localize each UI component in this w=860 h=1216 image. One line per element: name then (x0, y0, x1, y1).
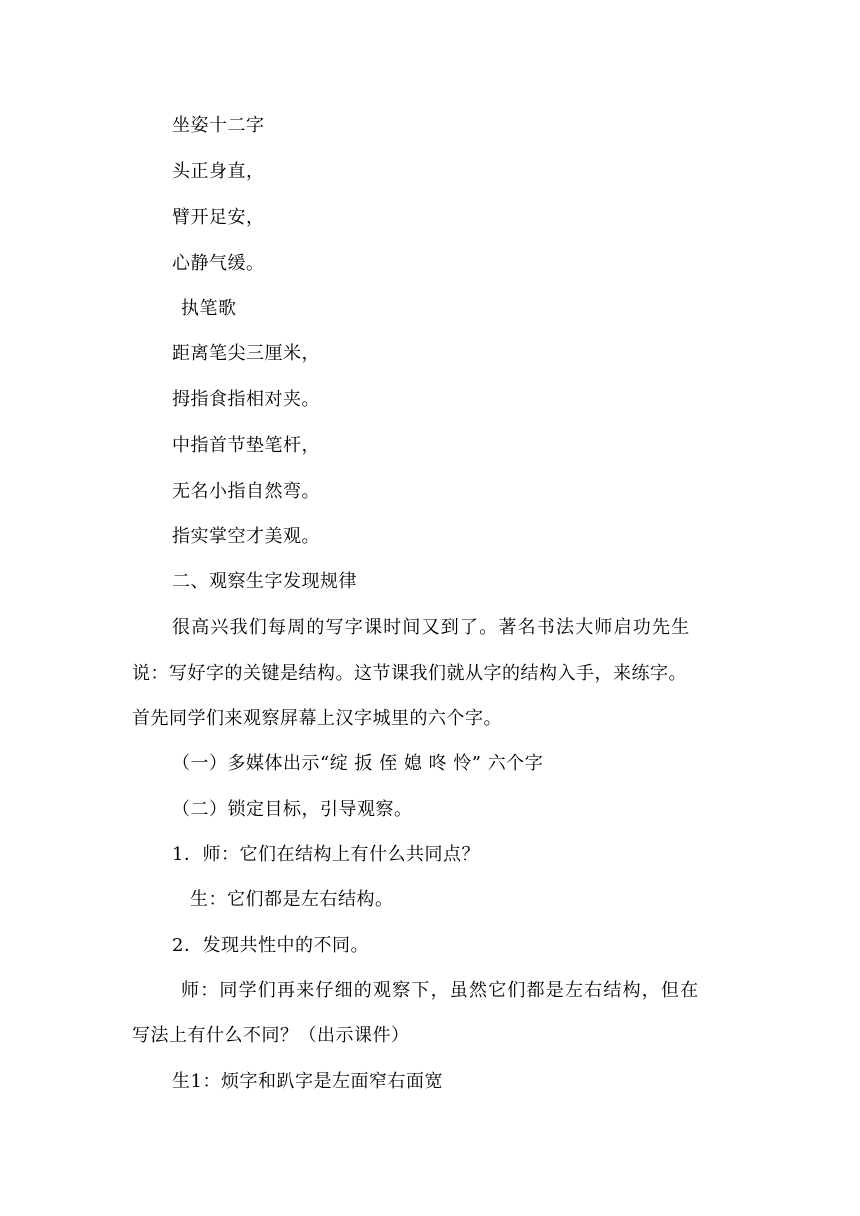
text-line: 头正身直， (172, 161, 265, 182)
subsection-line: （二）锁定目标，引导观察。 (172, 799, 413, 820)
text-line: 心静气缓。 (172, 253, 265, 274)
text-line: 距离笔尖三厘米， (172, 343, 320, 364)
paragraph-line: 很高兴我们每周的写字课时间又到了。著名书法大师启功先生 (172, 617, 691, 638)
section-heading: 二、观察生字发现规律 (172, 571, 357, 592)
text-line: 指实掌空才美观。 (172, 526, 320, 547)
text-line: 中指首节垫笔杆， (172, 435, 320, 456)
answer-line: 生1：烦字和趴字是左面窄右面宽 (172, 1071, 443, 1092)
paragraph-line: 写法上有什么不同？（出示课件） (132, 1025, 410, 1046)
answer-line: 生：它们都是左右结构。 (190, 889, 394, 910)
text-line: 2．发现共性中的不同。 (172, 935, 369, 956)
heading-pen-song: 执笔歌 (181, 298, 237, 319)
paragraph-line: 师：同学们再来仔细的观察下，虽然它们都是左右结构，但在 (181, 980, 700, 1001)
subsection-line: （一）多媒体出示“绽 扳 侄 媳 咚 怜” 六个字 (172, 753, 544, 774)
text-line: 臂开足安， (172, 207, 265, 228)
paragraph-line: 首先同学们来观察屏幕上汉字城里的六个字。 (132, 708, 502, 729)
paragraph-line: 说：写好字的关键是结构。这节课我们就从字的结构入手，来练字。 (132, 663, 687, 684)
heading-sitting-posture: 坐姿十二字 (172, 115, 265, 136)
text-line: 拇指食指相对夹。 (172, 389, 320, 410)
text-line: 无名小指自然弯。 (172, 481, 320, 502)
question-line: 1．师：它们在结构上有什么共同点？ (172, 844, 480, 865)
